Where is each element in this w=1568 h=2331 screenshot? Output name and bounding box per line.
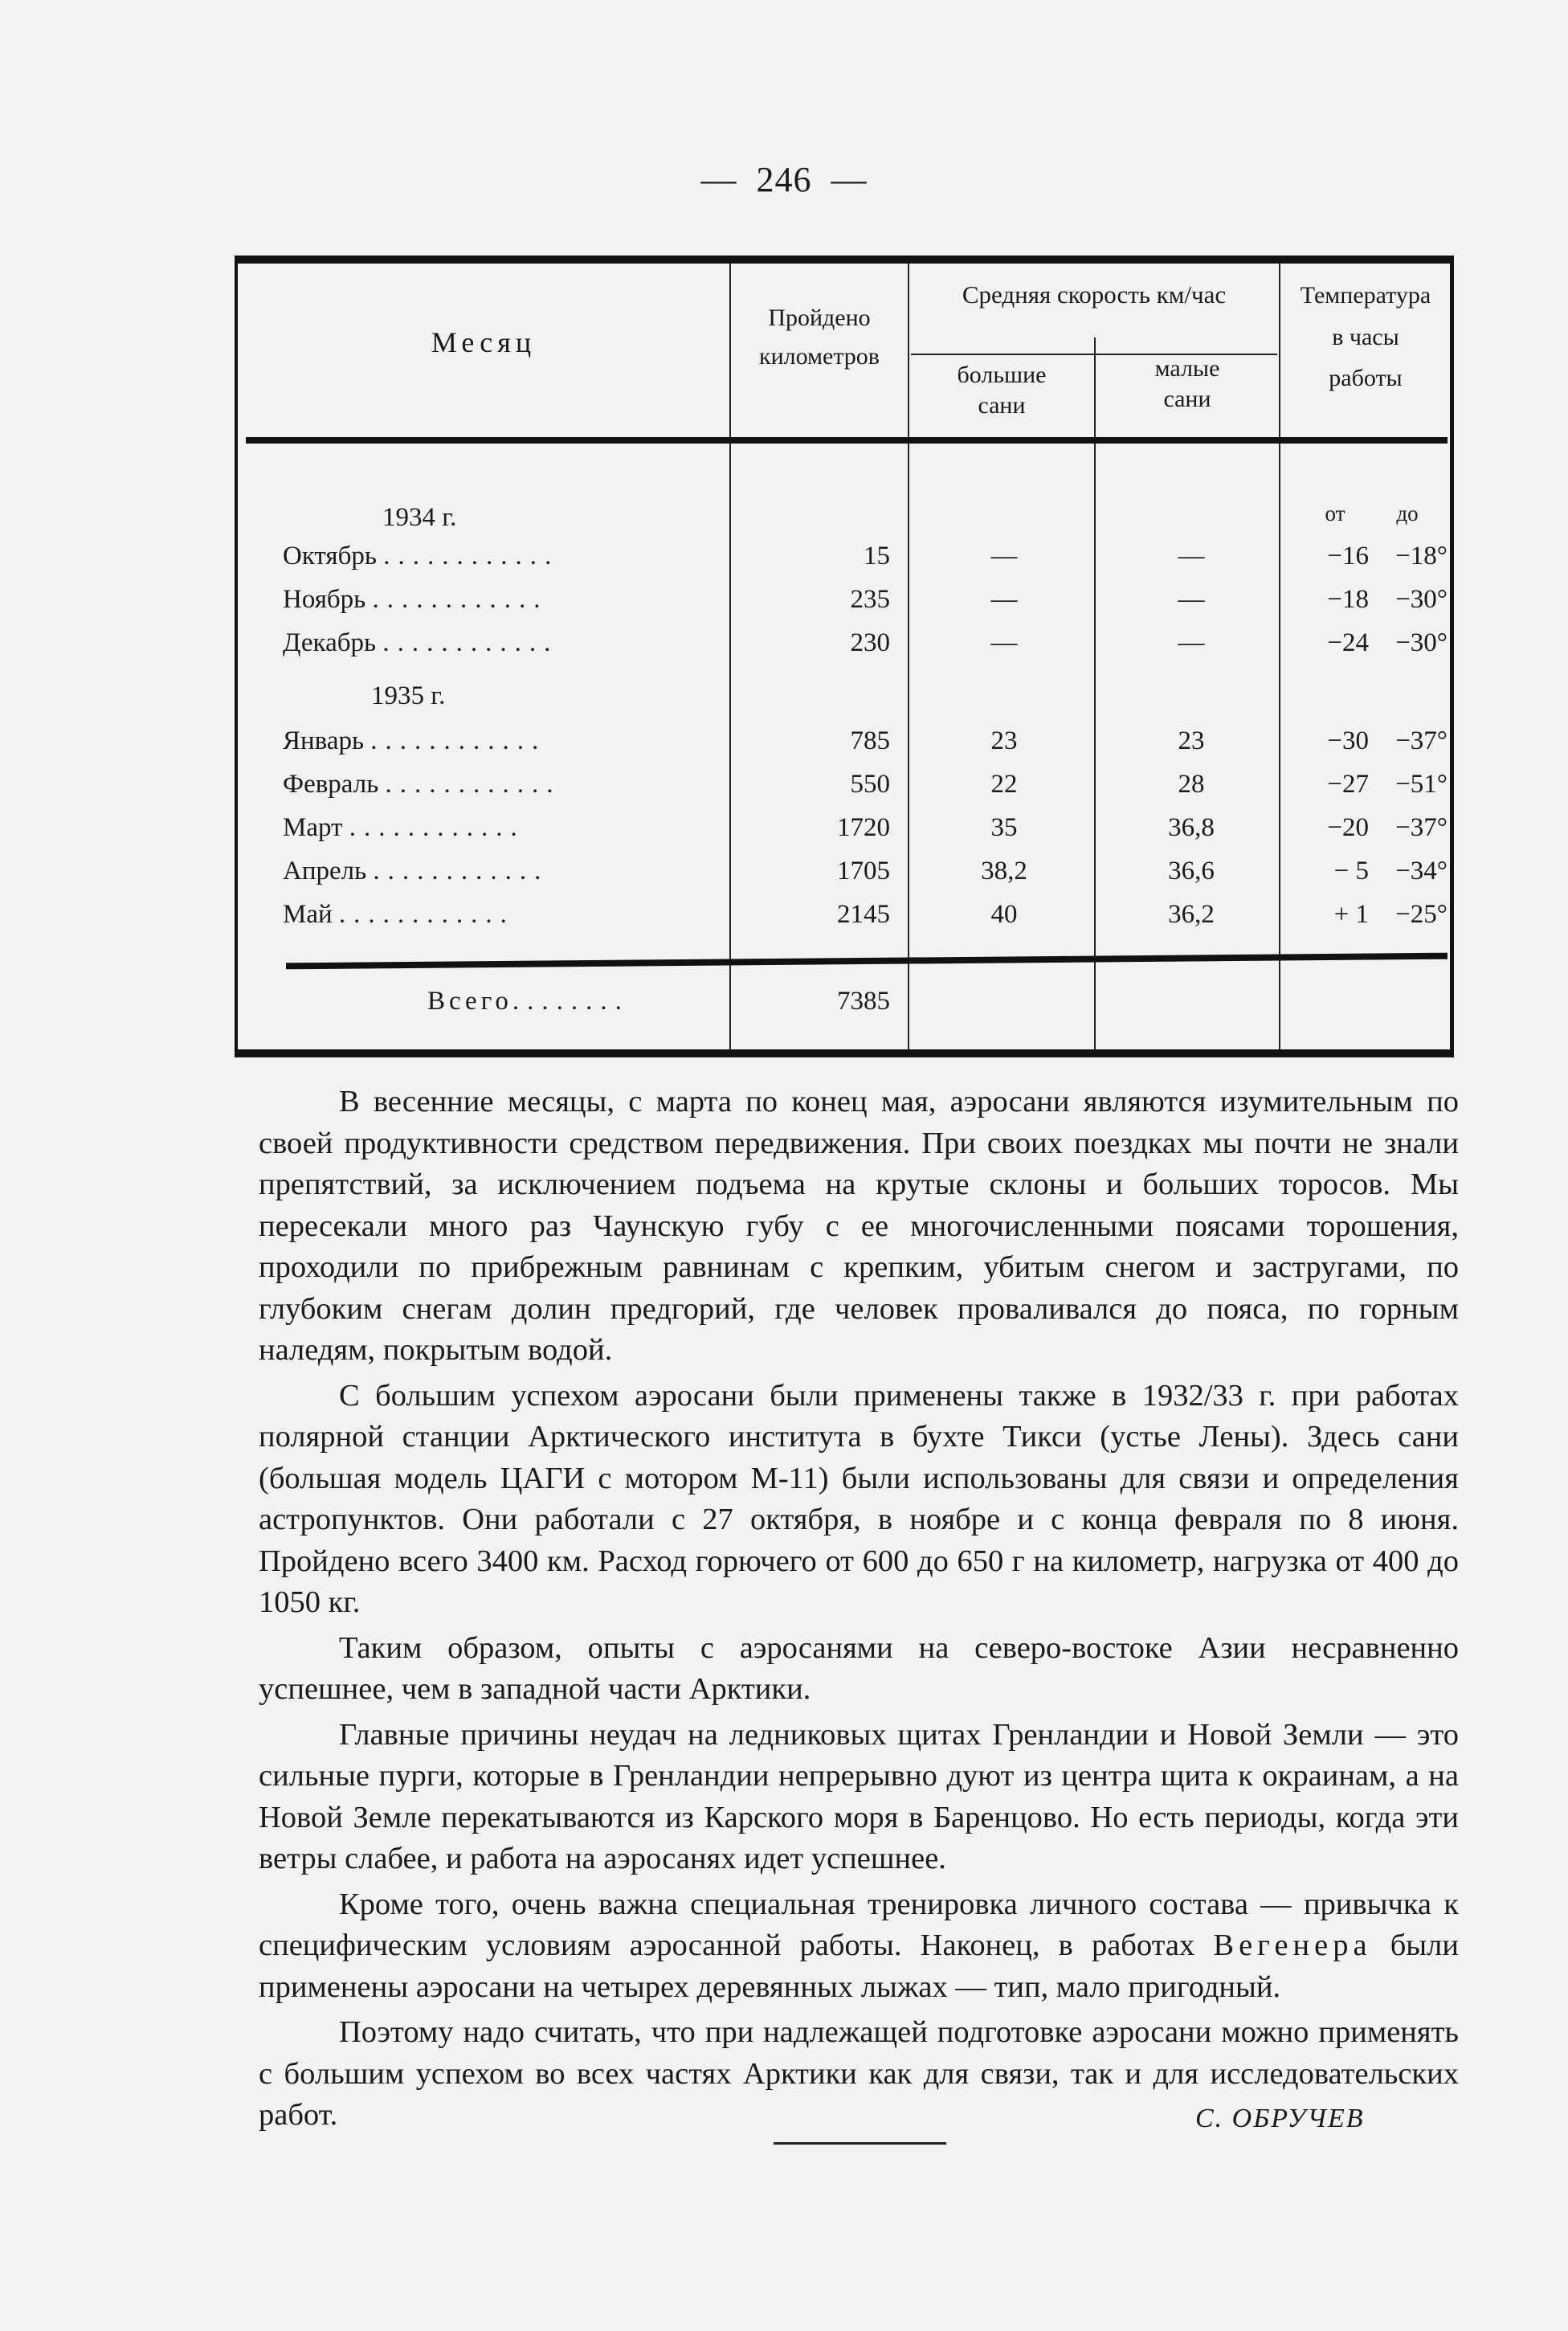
leader-dots: ............ (372, 585, 549, 614)
leader-dots: ............ (383, 542, 560, 570)
month-name: Январь (283, 726, 365, 755)
page-number-dash-left: — (700, 160, 737, 199)
row-month (283, 542, 559, 571)
sled-statistics-table (235, 256, 1454, 1057)
header-speed-big-line1: большие (957, 362, 1047, 388)
table-row (238, 813, 1450, 860)
row-big-sled-speed: 35 (990, 813, 1018, 842)
month-name: Май (283, 900, 333, 929)
row-km: 235 (850, 585, 890, 614)
row-temp-from: −16 (1327, 542, 1369, 570)
leader-dots: ............ (349, 813, 525, 842)
row-temp-from: − 5 (1333, 857, 1369, 885)
temp-from-label: от (1325, 501, 1345, 525)
row-big-sled-speed: — (990, 542, 1018, 570)
header-distance-line1: Пройдено (768, 305, 871, 331)
row-temp-from: −24 (1327, 628, 1369, 657)
row-temp-from: −18 (1327, 585, 1369, 614)
row-temp-from: −30 (1327, 726, 1369, 755)
spaced-name-wegener: Вегенера (1213, 1928, 1372, 1962)
row-small-sled-speed: 36,8 (1168, 813, 1215, 842)
row-small-sled-speed: 23 (1178, 726, 1205, 755)
header-speed-big-line2: сани (978, 391, 1026, 419)
year-label-1935: 1935 г. (371, 681, 446, 710)
table-row (238, 628, 1450, 675)
row-big-sled-speed: 38,2 (981, 857, 1027, 885)
row-month (283, 585, 548, 615)
row-km: 230 (850, 628, 890, 657)
header-bottom-rule (246, 437, 1448, 444)
row-km: 785 (850, 726, 890, 755)
paragraph-text: Кроме того, очень важна специальная тренировка личного состава — привычка к специфическим условиям аэросанной работы. Наконец, в работах (259, 1887, 1459, 1962)
table-row (238, 900, 1450, 947)
header-temperature-line1: Температура (1300, 282, 1431, 309)
header-temperature (1280, 275, 1451, 399)
row-month (283, 813, 525, 843)
row-small-sled-speed: 28 (1178, 770, 1205, 799)
header-speed-small (1096, 354, 1279, 414)
leader-dots: ............ (373, 857, 549, 885)
row-small-sled-speed: 36,2 (1168, 900, 1215, 929)
header-distance (731, 299, 908, 376)
paragraph: С большим успехом аэросани были применены также в 1932/33 г. при работах полярной станции Арктического института в бухте Тикси (устье Лены). Здесь сани (большая модель ЦАГИ с мотором М-11) были использованы для связи и определения астропунктов. Они работали с 27 октября, в ноябре и с конца февраля по 8 июня. Пройдено всего 3400 км. Расход горючего от 600 до 650 г на километр, нагрузка от 400 до 1050 кг. (259, 1378, 1459, 1619)
row-temp-to: −37° (1395, 813, 1448, 842)
month-name: Декабрь (283, 628, 377, 657)
row-month (283, 857, 549, 886)
leader-dots: ............ (385, 770, 561, 799)
total-label (427, 987, 630, 1016)
row-km: 1705 (837, 857, 890, 885)
row-km: 2145 (837, 900, 890, 929)
row-small-sled-speed: — (1178, 628, 1205, 657)
month-name: Апрель (283, 857, 367, 885)
row-temp-to: −25° (1395, 900, 1448, 929)
month-name: Февраль (283, 770, 379, 799)
row-temp-to: −37° (1395, 726, 1448, 755)
row-temp-from: −27 (1327, 770, 1369, 799)
row-temp-to: −30° (1395, 585, 1448, 614)
paragraph: Главные причины неудач на ледниковых щитах Гренландии и Новой Земли — это сильные пурги, которые в Гренландии непрерывно дуют из центра щита к окраинам, а на Новой Земле перекатываются из Карского моря в Баренцово. Но есть периоды, когда эти ветры слабее, и работа на аэросанях идет успешнее. (259, 1717, 1459, 1875)
paragraph: Таким образом, опыты с аэросанями на северо-востоке Азии несравненно успешнее, чем в западной части Арктики. (259, 1630, 1459, 1706)
row-temp-to: −18° (1395, 542, 1448, 570)
table-row (238, 770, 1450, 816)
article-body (259, 1082, 1459, 2141)
row-month (283, 628, 558, 658)
row-big-sled-speed: 40 (990, 900, 1018, 929)
row-small-sled-speed: — (1178, 585, 1205, 614)
total-km: 7385 (837, 987, 890, 1016)
page-number-value: 246 (756, 160, 812, 199)
row-temp-from: + 1 (1333, 900, 1369, 929)
temp-to-label: до (1396, 501, 1419, 525)
end-rule (774, 2142, 946, 2145)
table-row (238, 857, 1450, 903)
year-label-1934: 1934 г. (382, 503, 457, 532)
table-row (238, 585, 1450, 632)
header-distance-line2: километров (759, 343, 880, 370)
table-total-row (238, 987, 1450, 1033)
header-temperature-line3: работы (1329, 365, 1403, 392)
row-temp-to: −34° (1395, 857, 1448, 885)
header-month: Месяц (431, 326, 537, 358)
row-big-sled-speed: 23 (990, 726, 1018, 755)
header-speed-small-line1: малые (1154, 355, 1220, 382)
page-number (0, 159, 1568, 200)
row-small-sled-speed: 36,6 (1168, 857, 1215, 885)
month-name: Март (283, 813, 343, 842)
month-name: Ноябрь (283, 585, 366, 614)
header-speed-group: Средняя скорость км/час (962, 280, 1227, 309)
leader-dots: ............ (338, 900, 515, 929)
row-big-sled-speed: — (990, 585, 1018, 614)
row-temp-to: −51° (1395, 770, 1448, 799)
header-speed-big (909, 360, 1094, 420)
leader-dots: ............ (370, 726, 547, 755)
row-temp-from: −20 (1327, 813, 1369, 842)
table-row (238, 726, 1450, 773)
paragraph: Поэтому надо считать, что при надлежащей подготовке аэросани можно применять с большим успехом во всех частях Арктики как для связи, так и для исследовательских работ. (259, 2015, 1459, 2132)
paragraph (259, 1884, 1459, 2009)
paragraph-text: были применены аэросани на четырех деревянных лыжах — тип, мало пригодный. (259, 1928, 1459, 2004)
total-label-text: Всего (427, 987, 512, 1016)
row-month (283, 900, 515, 930)
total-rule (286, 953, 1448, 970)
paragraph: В весенние месяцы, с марта по конец мая, аэросани являются изумительным по своей продуктивности средством передвижения. При своих поездках мы почти не знали препятствий, за исключением подъема на крутые склоны и больших торосов. Мы пересекали много раз Чаунскую губу с ее многочисленными поясами торошения, проходили по прибрежным равнинам с крепким, убитым снегом и застругами, по глубоким снегам долин предгорий, где человек проваливался до пояса, по горным наледям, покрытым водой. (259, 1085, 1459, 1367)
author-signature: С. ОБРУЧЕВ (1195, 2104, 1365, 2133)
table-row (238, 542, 1450, 588)
row-month (283, 770, 561, 799)
month-name: Октябрь (283, 542, 377, 570)
header-temperature-line2: в часы (1332, 323, 1399, 350)
row-km: 1720 (837, 813, 890, 842)
row-small-sled-speed: — (1178, 542, 1205, 570)
row-big-sled-speed: — (990, 628, 1018, 657)
row-month (283, 726, 546, 756)
leader-dots: ........ (512, 987, 630, 1016)
row-km: 550 (850, 770, 890, 799)
page-number-dash-right: — (831, 160, 868, 199)
row-temp-to: −30° (1395, 628, 1448, 657)
row-big-sled-speed: 22 (990, 770, 1018, 799)
leader-dots: ............ (382, 628, 559, 657)
row-km: 15 (864, 542, 890, 570)
header-speed-small-line2: сани (1163, 385, 1211, 412)
